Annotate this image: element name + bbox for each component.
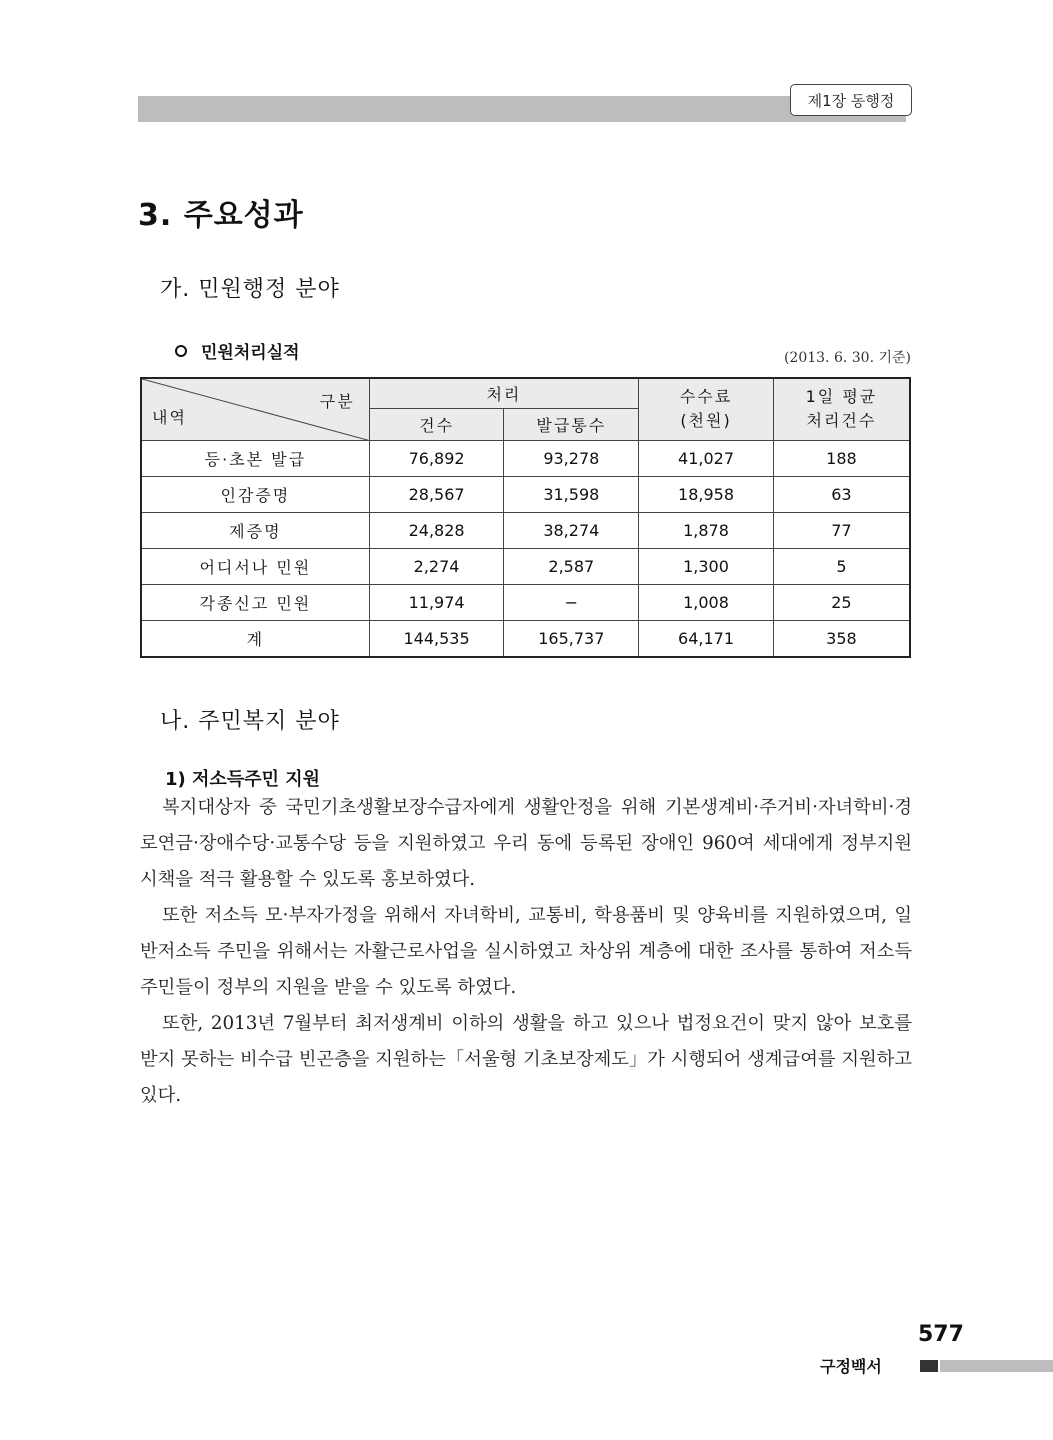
cell-count: 144,535 bbox=[369, 620, 504, 657]
header-issued: 발급통수 bbox=[504, 408, 639, 440]
cell-count: 24,828 bbox=[369, 512, 504, 548]
header-gubun: 구분 bbox=[319, 392, 355, 411]
welfare-heading: 1) 저소득주민 지원 bbox=[165, 769, 320, 790]
cell-fee: 1,878 bbox=[639, 512, 774, 548]
cell-fee: 41,027 bbox=[639, 440, 774, 476]
cell-issued: 93,278 bbox=[504, 440, 639, 476]
circle-bullet-icon bbox=[175, 345, 187, 357]
cell-daily: 63 bbox=[773, 476, 910, 512]
paragraph: 복지대상자 중 국민기초생활보장수급자에게 생활안정을 위해 기본생계비·주거비·자녀학비·경로연금·장애수당·교통수당 등을 지원하였고 우리 동에 등록된 장애인 960여 세대에게 정부지원 시책을 적극 활용할 수 있도록 홍보하였다. bbox=[140, 797, 912, 890]
cell-issued: 2,587 bbox=[504, 548, 639, 584]
cell-count: 76,892 bbox=[369, 440, 504, 476]
cell-daily: 5 bbox=[773, 548, 910, 584]
cell-daily: 77 bbox=[773, 512, 910, 548]
cell-issued: 31,598 bbox=[504, 476, 639, 512]
row-label: 각종신고 민원 bbox=[141, 584, 369, 620]
page-number: 577 bbox=[918, 1322, 964, 1347]
header-fee: 수수료 (천원) bbox=[639, 378, 774, 440]
cell-daily: 188 bbox=[773, 440, 910, 476]
row-label: 등·초본 발급 bbox=[141, 440, 369, 476]
bullet-title-text: 민원처리실적 bbox=[201, 343, 300, 363]
row-label: 어디서나 민원 bbox=[141, 548, 369, 584]
row-label: 인감증명 bbox=[141, 476, 369, 512]
cell-fee: 1,300 bbox=[639, 548, 774, 584]
row-label: 계 bbox=[141, 620, 369, 657]
header-daily-avg: 1일 평균 처리건수 bbox=[773, 378, 910, 440]
cell-daily: 25 bbox=[773, 584, 910, 620]
welfare-body bbox=[140, 790, 912, 1114]
bullet-title bbox=[175, 338, 300, 363]
section-title: 3. 주요성과 bbox=[138, 198, 304, 233]
cell-count: 11,974 bbox=[369, 584, 504, 620]
cell-issued: 165,737 bbox=[504, 620, 639, 657]
table-row bbox=[141, 548, 910, 584]
civil-affairs-table bbox=[140, 377, 911, 658]
cell-daily: 358 bbox=[773, 620, 910, 657]
header-naeyeok: 내역 bbox=[152, 407, 187, 427]
table-row bbox=[141, 476, 910, 512]
subsection-b-title: 나. 주민복지 분야 bbox=[160, 709, 340, 734]
cell-fee: 18,958 bbox=[639, 476, 774, 512]
footer-bar bbox=[940, 1360, 1053, 1372]
table-row-total bbox=[141, 620, 910, 657]
subsection-a-title: 가. 민원행정 분야 bbox=[160, 277, 340, 302]
table-row bbox=[141, 584, 910, 620]
cell-issued: − bbox=[504, 584, 639, 620]
table-row bbox=[141, 512, 910, 548]
cell-fee: 1,008 bbox=[639, 584, 774, 620]
paragraph: 또한, 2013년 7월부터 최저생계비 이하의 생활을 하고 있으나 법정요건이 맞지 않아 보호를 받지 못하는 비수급 빈곤층을 지원하는「서울형 기초보장제도」가 시행되어 생계급여를 지원하고 있다. bbox=[140, 1013, 912, 1106]
reference-date: (2013. 6. 30. 기준) bbox=[783, 350, 911, 366]
paragraph: 또한 저소득 모·부자가정을 위해서 자녀학비, 교통비, 학용품비 및 양육비를 지원하였으며, 일반저소득 주민을 위해서는 자활근로사업을 실시하였고 차상위 계층에 대한 조사를 통하여 저소득 주민들이 정부의 지원을 받을 수 있도록 하였다. bbox=[140, 905, 912, 998]
table-row bbox=[141, 440, 910, 476]
diagonal-header-cell bbox=[141, 378, 369, 440]
row-label: 제증명 bbox=[141, 512, 369, 548]
cell-count: 2,274 bbox=[369, 548, 504, 584]
header-count: 건수 bbox=[369, 408, 504, 440]
chapter-tab: 제1장 동행정 bbox=[790, 84, 912, 116]
footer-block bbox=[920, 1360, 938, 1372]
cell-count: 28,567 bbox=[369, 476, 504, 512]
header-processing: 처리 bbox=[369, 378, 638, 408]
cell-issued: 38,274 bbox=[504, 512, 639, 548]
cell-fee: 64,171 bbox=[639, 620, 774, 657]
footer-book-title: 구정백서 bbox=[820, 1357, 882, 1376]
